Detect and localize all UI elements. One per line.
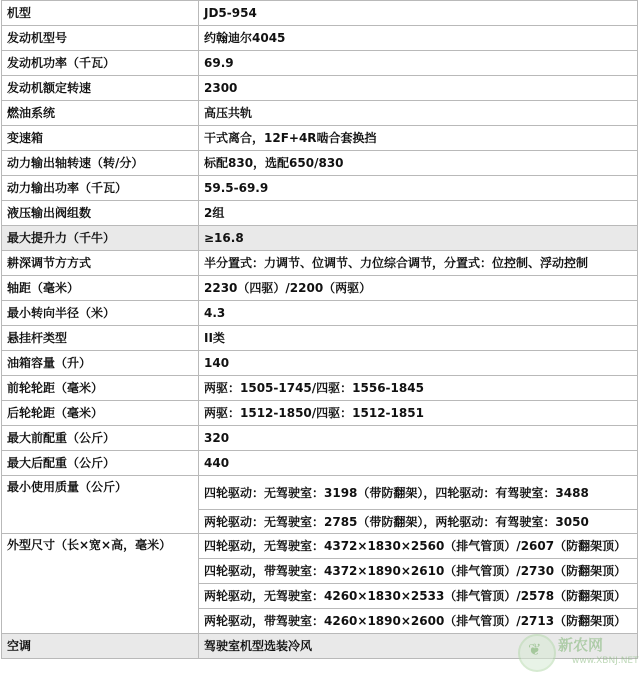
spec-row <box>2 426 638 451</box>
spec-label: 轴距（毫米） <box>2 276 199 301</box>
spec-row <box>2 276 638 301</box>
spec-table-body <box>2 1 638 659</box>
spec-value: 440 <box>199 451 638 476</box>
spec-row <box>2 301 638 326</box>
spec-value: 69.9 <box>199 51 638 76</box>
watermark-url: www.XBNJ.NET <box>572 656 639 666</box>
aircon-value: 驾驶室机型选装冷风 <box>199 634 638 659</box>
spec-label: 最大前配重（公斤） <box>2 426 199 451</box>
mass-value: 两轮驱动：无驾驶室：2785（带防翻架），两轮驱动：有驾驶室：3050 <box>199 510 638 534</box>
spec-label: 发动机型号 <box>2 26 199 51</box>
spec-row <box>2 226 638 251</box>
spec-label: 动力输出功率（千瓦） <box>2 176 199 201</box>
spec-row <box>2 176 638 201</box>
spec-label: 变速箱 <box>2 126 199 151</box>
spec-value: 干式离合，12F+4R啮合套换挡 <box>199 126 638 151</box>
spec-label: 发动机额定转速 <box>2 76 199 101</box>
watermark-logo <box>516 632 639 672</box>
spec-row <box>2 351 638 376</box>
dims-label: 外型尺寸（长×宽×高，毫米） <box>2 534 199 634</box>
spec-label: 最大提升力（千牛） <box>2 226 199 251</box>
spec-value: 59.5-69.9 <box>199 176 638 201</box>
spec-row <box>2 126 638 151</box>
spec-value: 2组 <box>199 201 638 226</box>
spec-row <box>2 401 638 426</box>
spec-label: 前轮轮距（毫米） <box>2 376 199 401</box>
spec-row <box>2 376 638 401</box>
spec-label: 燃油系统 <box>2 101 199 126</box>
spec-value: 约翰迪尔4045 <box>199 26 638 51</box>
spec-label: 最小转向半径（米） <box>2 301 199 326</box>
spec-label: 油箱容量（升） <box>2 351 199 376</box>
spec-value: 标配830，选配650/830 <box>199 151 638 176</box>
spec-row <box>2 26 638 51</box>
spec-label: 动力输出轴转速（转/分） <box>2 151 199 176</box>
spec-row <box>2 76 638 101</box>
spec-row <box>2 326 638 351</box>
dims-value: 两轮驱动，带驾驶室：4260×1890×2600（排气管顶）/2713（防翻架顶） <box>199 609 638 634</box>
spec-row <box>2 151 638 176</box>
dims-row <box>2 534 638 559</box>
spec-value: 4.3 <box>199 301 638 326</box>
spec-value: 高压共轨 <box>199 101 638 126</box>
spec-value: 两驱：1505-1745/四驱：1556-1845 <box>199 376 638 401</box>
dims-value: 四轮驱动，带驾驶室：4372×1890×2610（排气管顶）/2730（防翻架顶） <box>199 559 638 584</box>
spec-table <box>1 0 638 659</box>
spec-value: 两驱：1512-1850/四驱：1512-1851 <box>199 401 638 426</box>
leaf-icon: ❦ <box>528 640 542 659</box>
spec-label: 悬挂杆类型 <box>2 326 199 351</box>
spec-row <box>2 101 638 126</box>
spec-label: 最大后配重（公斤） <box>2 451 199 476</box>
dims-value: 两轮驱动，无驾驶室：4260×1830×2533（排气管顶）/2578（防翻架顶） <box>199 584 638 609</box>
spec-label: 液压输出阀组数 <box>2 201 199 226</box>
spec-row <box>2 1 638 26</box>
mass-row <box>2 476 638 510</box>
spec-row <box>2 51 638 76</box>
dims-value: 四轮驱动，无驾驶室：4372×1830×2560（排气管顶）/2607（防翻架顶） <box>199 534 638 559</box>
spec-row <box>2 251 638 276</box>
spec-label: 后轮轮距（毫米） <box>2 401 199 426</box>
spec-value: 半分置式：力调节、位调节、力位综合调节，分置式：位控制、浮动控制 <box>199 251 638 276</box>
mass-value: 四轮驱动：无驾驶室：3198（带防翻架），四轮驱动：有驾驶室：3488 <box>199 476 638 510</box>
spec-value: ≥16.8 <box>199 226 638 251</box>
spec-value: 2300 <box>199 76 638 101</box>
spec-value: II类 <box>199 326 638 351</box>
aircon-label: 空调 <box>2 634 199 659</box>
spec-label: 发动机功率（千瓦） <box>2 51 199 76</box>
spec-value: JD5-954 <box>199 1 638 26</box>
spec-value: 140 <box>199 351 638 376</box>
mass-label: 最小使用质量（公斤） <box>2 476 199 534</box>
spec-label: 机型 <box>2 1 199 26</box>
spec-row <box>2 451 638 476</box>
spec-row <box>2 201 638 226</box>
spec-value: 2230（四驱）/2200（两驱） <box>199 276 638 301</box>
spec-label: 耕深调节方方式 <box>2 251 199 276</box>
watermark-name: 新农网 <box>558 636 604 654</box>
spec-value: 320 <box>199 426 638 451</box>
